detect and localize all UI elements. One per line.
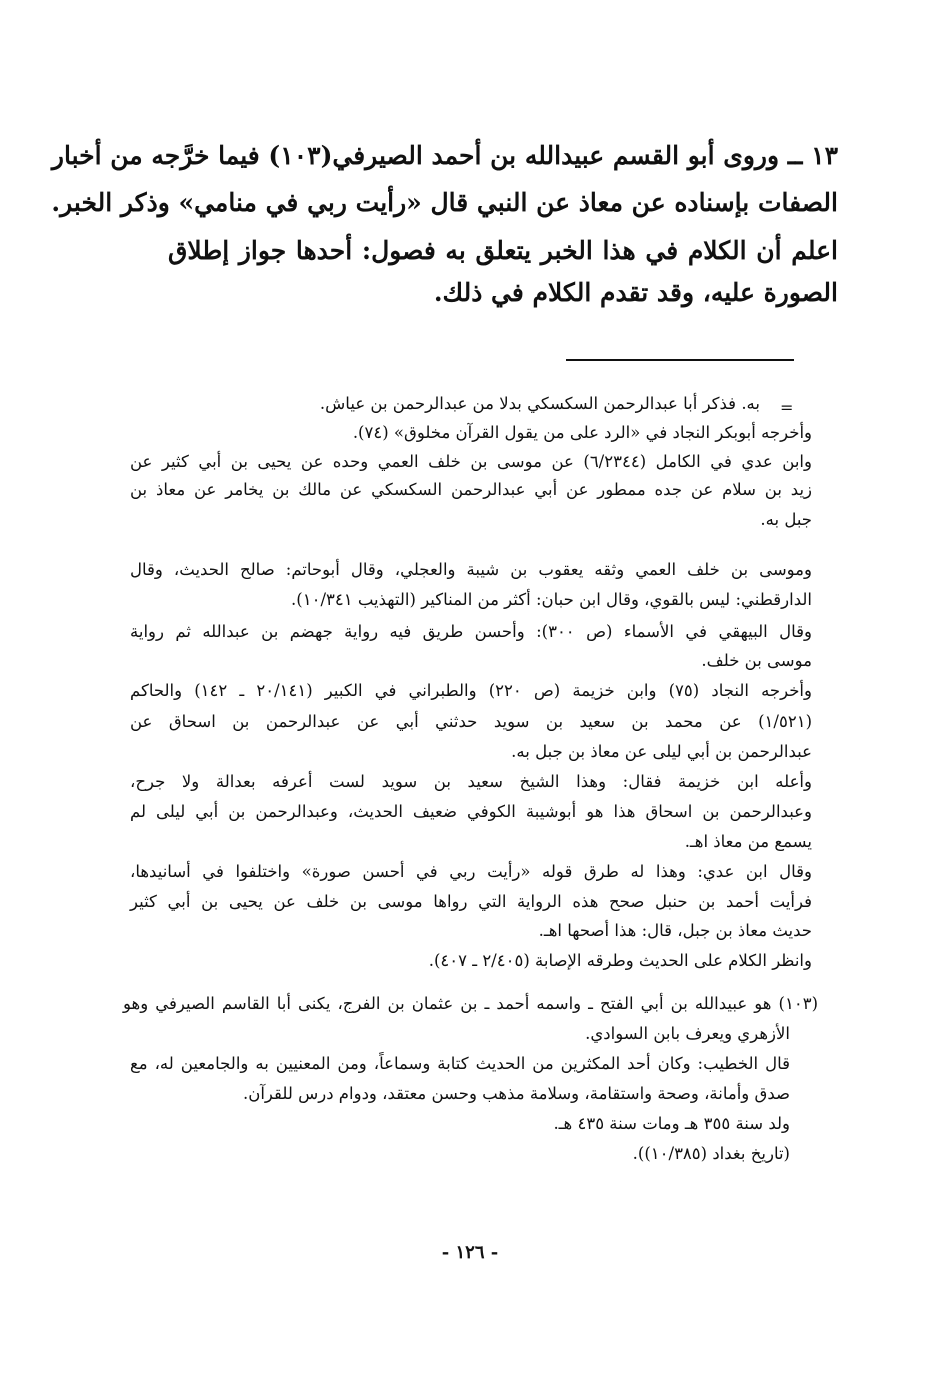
main-line: اعلم أن الكلام في هذا الخبر يتعلق به فصول: أحدها جواز إطلاق (168, 236, 838, 265)
footnote-line: وعبدالرحمن بن اسحاق هذا هو أبوشيبة الكوفي ضعيف الحديث، وعبدالرحمن بن أبي ليلى لم (130, 802, 812, 821)
footnote-line: يسمع من معاذ اهـ. (684, 832, 812, 851)
page-number: - ١٢٦ - (441, 1242, 499, 1263)
footnote-line: ولد سنة ٣٥٥ هـ ومات سنة ٤٣٥ هـ. (553, 1114, 790, 1133)
footnote-line: فرأيت أحمد بن حنبل صحح هذه الرواية التي رواها موسى بن خلف عن يحيى بن أبي كثير (130, 892, 812, 911)
footnote-line: حديث معاذ بن جبل، قال: هذا أصحها اهـ. (538, 921, 812, 940)
main-line: ١٣ ــ وروى أبو القسم عبيدالله بن أحمد الصيرفي(١٠٣) فيما خرَّجه من أخبار (51, 141, 838, 170)
footnote-line: (تاريخ بغداد (١٠/٣٨٥)). (632, 1144, 790, 1163)
footnote-line: صدق وأمانة، وصحة واستقامة، وسلامة مذهب وحسن معتقد، ودوام درس للقرآن. (242, 1084, 790, 1103)
continuation-marker: = (780, 398, 794, 417)
footnote-line: وأعله ابن خزيمة فقال: وهذا الشيخ سعيد بن سويد لست أعرفه بعدالة ولا جرح، (130, 772, 812, 791)
footnote-line: (١٠٣) هو عبيدالله بن أبي الفتح ـ واسمه أحمد ـ بن عثمان بن الفرج، يكنى أبا القاسم الصيرفي وهو (123, 994, 818, 1013)
main-line: الصفات بإسناده عن معاذ عن النبي قال «رأيت ربي في منامي» وذكر الخبر. (51, 188, 838, 217)
footnote-line: وأخرجه أبوبكر النجاد في «الرد على من يقول القرآن مخلوق» (٧٤). (352, 423, 812, 442)
footnote-line: وابن عدي في الكامل (٦/٢٣٤٤) عن موسى بن خلف العمي وحده عن يحيى بن أبي كثير عن (130, 452, 812, 471)
main-line: الصورة عليه، وقد تقدم الكلام في ذلك. (433, 278, 838, 307)
footnote-line: وانظر الكلام على الحديث وطرقه الإصابة (٢/٤٠٥ ـ ٤٠٧). (428, 951, 812, 970)
footnote-line: به. فذكر أبا عبدالرحمن السكسكي بدلا من عبدالرحمن بن عياش. (319, 394, 760, 413)
footnote-line: وقال البيهقي في الأسماء (ص ٣٠٠): وأحسن طريق فيه رواية جهضم بن عبدالله ثم رواية (130, 622, 812, 641)
footnote-line: وأخرجه النجاد (٧٥) وابن خزيمة (ص ٢٢٠) والطبراني في الكبير (٢٠/١٤١ ـ ١٤٢) والحاكم (130, 681, 812, 700)
footnote-line: قال الخطيب: وكان أحد المكثرين من الحديث كتابة وسماعاً، ومن المعنيين به والجامعين له، مع (130, 1054, 790, 1073)
footnote-line: جبل به. (760, 510, 812, 529)
footnote-line: وموسى بن خلف العمي وثقه يعقوب بن شيبة والعجلي، وقال أبوحاتم: صالح الحديث، وقال (130, 560, 812, 579)
footnote-line: زيد بن سلام عن جده ممطور عن أبي عبدالرحمن السكسكي عن مالك بن يخامر عن معاذ بن (130, 480, 812, 499)
footnote-line: عبدالرحمن بن أبي ليلى عن معاذ بن جبل به. (511, 742, 812, 761)
footnote-line: الأزهري ويعرف بابن السوادي. (585, 1024, 790, 1043)
footnote-line: الدارقطني: ليس بالقوي، وقال ابن حبان: أكثر من المناكير (التهذيب ١٠/٣٤١). (291, 590, 812, 609)
footnote-line: وقال ابن عدي: وهذا له طرق قوله «رأيت ربي في أحسن صورة» واختلفوا في أسانيدها، (130, 862, 812, 881)
footnote-separator (566, 359, 794, 361)
footnote-line: (١/٥٢١) عن محمد بن سعيد بن سويد حدثني أبي عن عبدالرحمن بن اسحاق عن (130, 712, 812, 731)
footnote-line: موسى بن خلف. (701, 651, 812, 670)
